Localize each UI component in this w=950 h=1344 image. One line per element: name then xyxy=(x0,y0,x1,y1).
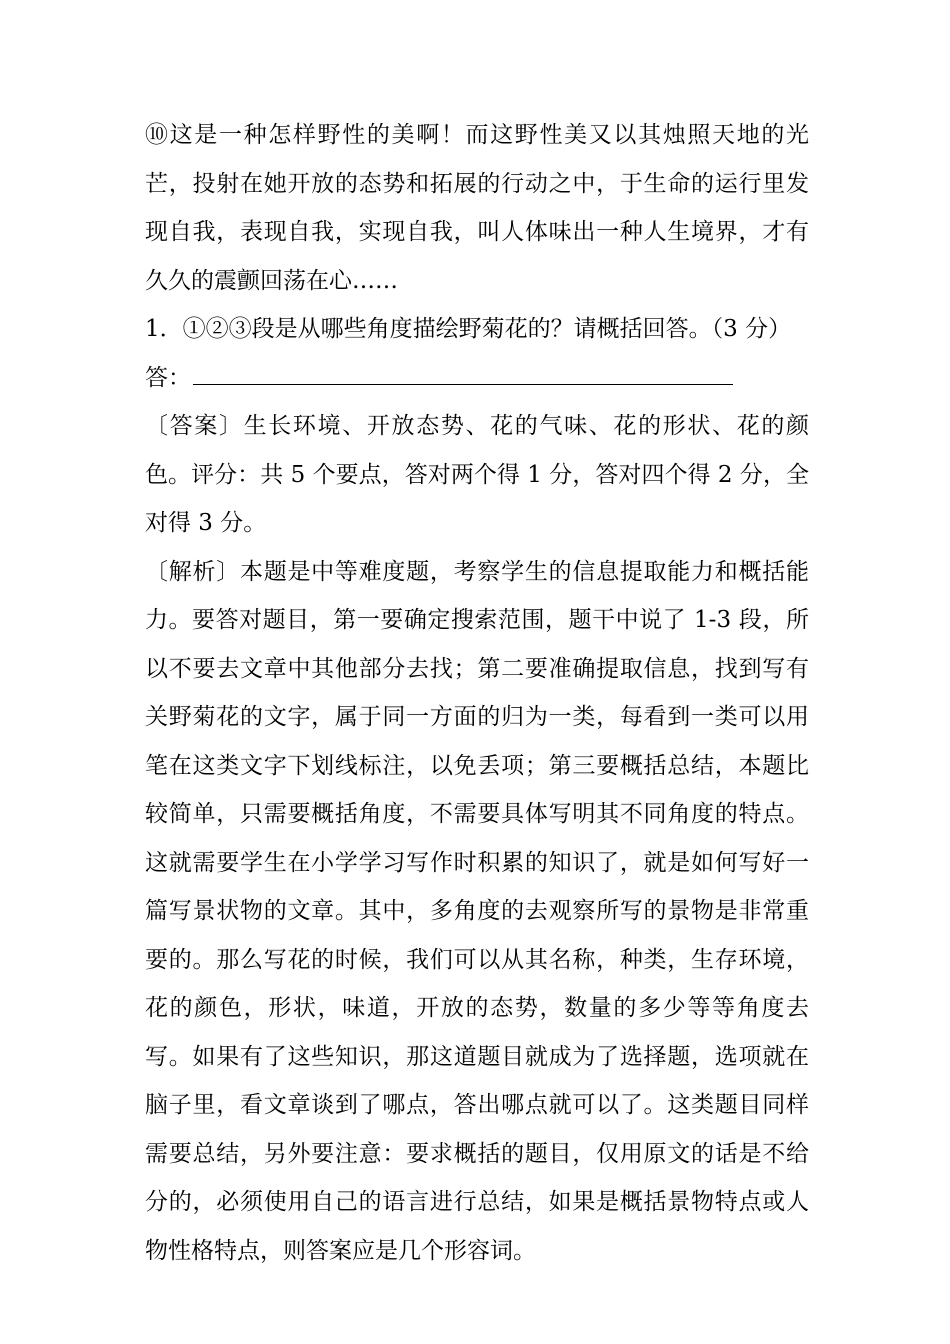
answer-paragraph: 〔答案〕生长环境、开放态势、花的气味、花的形状、花的颜色。评分：共 5 个要点，答对两个得 1 分，答对四个得 2 分，全对得 3 分。 xyxy=(145,413,809,536)
answer-line xyxy=(145,354,809,403)
question-1: 1．①②③段是从哪些角度描绘野菊花的？请概括回答。（3 分） xyxy=(145,316,792,342)
answer-prefix: 答： xyxy=(145,364,191,391)
paragraph-10: ⑩这是一种怎样野性的美啊！而这野性美又以其烛照天地的光芒，投射在她开放的态势和拓展的行动之中，于生命的运行里发现自我，表现自我，实现自我，叫人体味出一种人生境界，才有久久的震颤回荡在心…… xyxy=(145,122,809,294)
analysis-paragraph: 〔解析〕本题是中等难度题，考察学生的信息提取能力和概括能力。要答对题目，第一要确定搜索范围，题干中说了 1-3 段，所以不要去文章中其他部分去找；第二要准确提取信息，找到写有关野菊花的文字，属于同一方面的归为一类，每看到一类可以用笔在这类文字下划线标注，以免丢项；第三要概括总结，本题比较简单，只需要概括角度，不需要具体写明其不同角度的特点。这就需要学生在小学学习写作时积累的知识了，就是如何写好一篇写景状物的文章。其中，多角度的去观察所写的景物是非常重要的。那么写花的时候，我们可以从其名称，种类，生存环境，花的颜色，形状，味道，开放的态势，数量的多少等等角度去写。如果有了这些知识，那这道题目就成为了选择题，选项就在脑子里，看文章谈到了哪点，答出哪点就可以了。这类题目同样需要总结，另外要注意：要求概括的题目，仅用原文的话是不给分的，必须使用自己的语言进行总结，如果是概括景物特点或人物性格特点，则答案应是几个形容词。 xyxy=(145,558,809,1264)
answer-blank xyxy=(193,364,733,385)
document-body xyxy=(145,111,809,1275)
